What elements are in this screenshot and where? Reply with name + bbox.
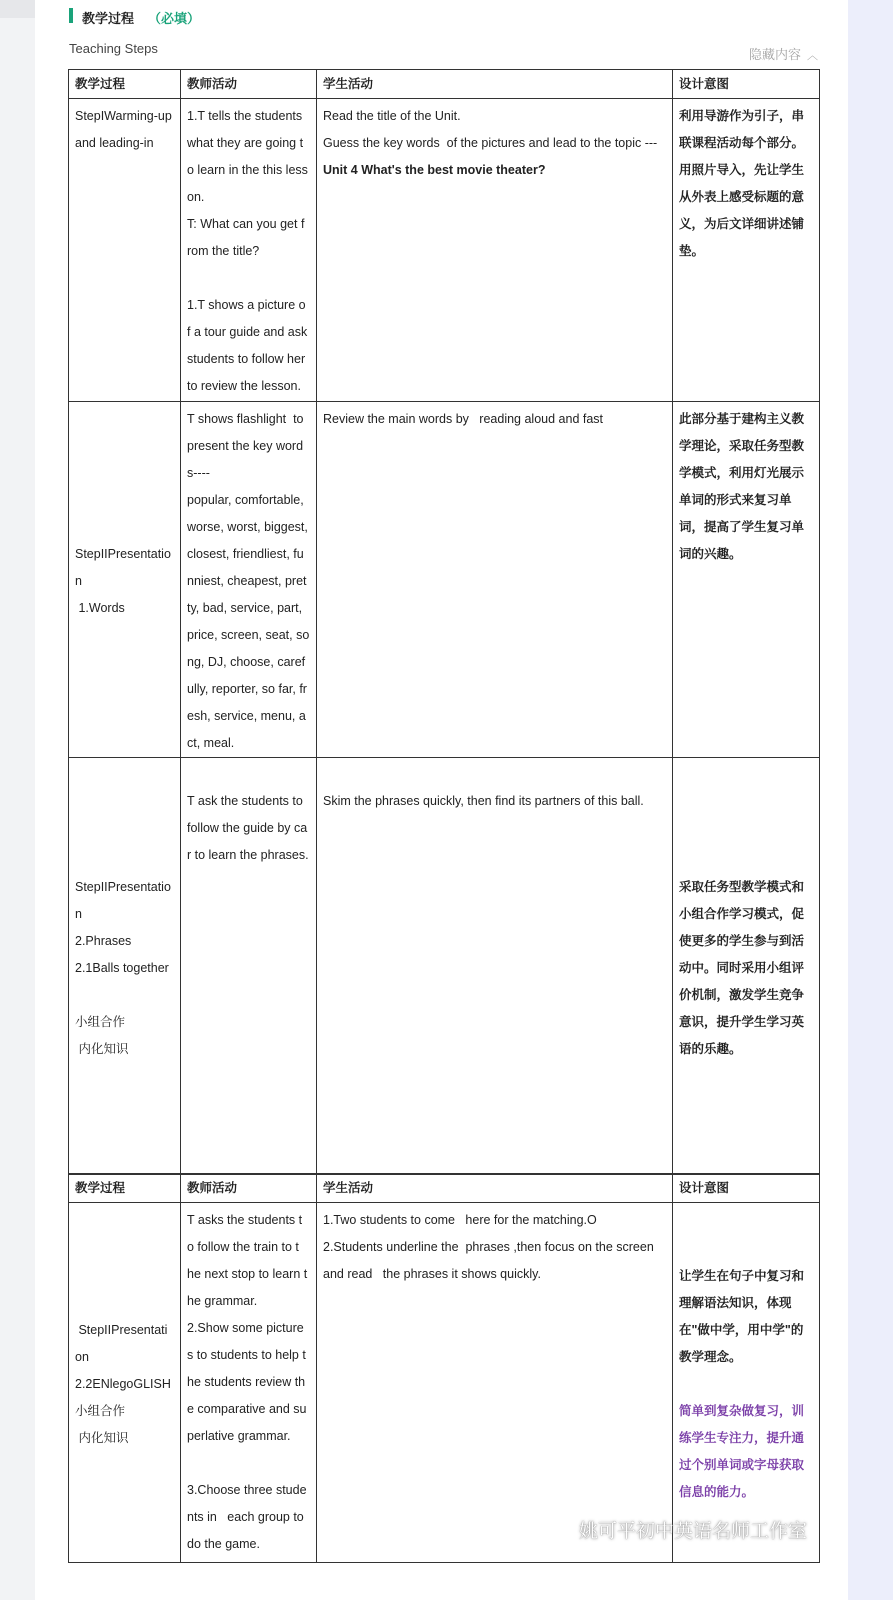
design-intent-cell	[673, 402, 820, 758]
header-cell: 教学过程	[69, 70, 181, 99]
text-line: 1.Two students to come here for the matching.O	[323, 1213, 597, 1227]
text-line: 1.T tells the students	[187, 109, 303, 123]
text-line: and leading-in	[75, 136, 154, 150]
step-cell	[69, 758, 181, 1175]
text-line: closest, friendliest, fu	[187, 547, 304, 561]
text-line: 联课程活动每个部分。	[679, 136, 805, 150]
text-line: 价机制，激发学生竞争	[679, 987, 805, 1002]
design-intent-text	[679, 1263, 813, 1371]
text-line: 1.Words	[75, 601, 125, 615]
text-line: n	[75, 574, 82, 588]
text-line: nniest, cheapest, pret	[187, 574, 307, 588]
text-line: price, screen, seat, so	[187, 628, 310, 642]
header-cell: 学生活动	[317, 70, 673, 99]
text-line: 使更多的学生参与到活	[679, 933, 805, 948]
teacher-activity-cell	[181, 758, 317, 1175]
text-line: e comparative and su	[187, 1402, 307, 1416]
text-line: ct, meal.	[187, 736, 235, 750]
text-line: 内化知识	[75, 1041, 129, 1056]
text-line: 用照片导入，先让学生	[679, 163, 805, 177]
table-row	[69, 758, 820, 1175]
student-activity-text	[323, 103, 666, 157]
text-line: and read the phrases it shows quickly.	[323, 1267, 541, 1281]
text-line: nts in each group to	[187, 1510, 304, 1524]
text-line: students to follow her	[187, 352, 306, 366]
header-cell: 设计意图	[673, 1174, 820, 1203]
left-panel-edge	[0, 0, 35, 18]
text-line: f a tour guide and ask	[187, 325, 308, 339]
text-line: T shows flashlight to	[187, 412, 304, 426]
text-line: 此部分基于建构主义教	[679, 412, 805, 426]
text-line: 简单到复杂做复习，训	[679, 1404, 805, 1418]
text-line: 语的乐趣。	[679, 1041, 742, 1056]
text-line: ty, bad, service, part,	[187, 601, 303, 615]
table-row	[69, 402, 820, 758]
text-line: StepIIPresentatio	[75, 879, 171, 894]
text-line: T asks the students t	[187, 1213, 303, 1227]
section-accent-bar	[69, 8, 73, 23]
table-header-row	[69, 1174, 820, 1203]
text-line: what they are going t	[187, 136, 304, 150]
text-line: he students review th	[187, 1375, 306, 1389]
text-line: T: What can you get f	[187, 217, 305, 231]
unit-title: Unit 4 What's the best movie theater?	[323, 163, 546, 177]
text-line: 2.Phrases	[75, 933, 132, 948]
design-intent-cell	[673, 1203, 820, 1563]
text-line: n	[75, 906, 82, 921]
section-subtitle: Teaching Steps	[69, 41, 158, 56]
text-line: worse, worst, biggest,	[187, 520, 308, 534]
text-line: Read the title of the Unit.	[323, 109, 461, 123]
text-line: 从外表上感受标题的意	[679, 190, 805, 204]
text-line: 2.Students underline the phrases ,then focus on the screen	[323, 1240, 654, 1254]
text-line: present the key word	[187, 439, 304, 453]
step-cell	[69, 1203, 181, 1563]
text-line: 采取任务型教学模式和	[679, 879, 805, 894]
text-line: 2.1Balls together	[75, 960, 169, 975]
text-line: 小组合作	[75, 1014, 126, 1029]
text-line: 信息的能力。	[679, 1485, 755, 1499]
header-cell: 设计意图	[673, 70, 820, 99]
text-line: on	[75, 1350, 89, 1364]
text-line: 2.Show some picture	[187, 1321, 304, 1335]
step-cell	[69, 99, 181, 402]
text-line: to review the lesson.	[187, 379, 301, 393]
teacher-activity-cell	[181, 1203, 317, 1563]
text-line: Review the main words by reading aloud and fast	[323, 412, 604, 426]
text-line: 学理论，采取任务型教	[679, 439, 805, 453]
text-line: 让学生在句子中复习和	[679, 1269, 805, 1283]
text-line: rom the title?	[187, 244, 260, 258]
text-line: 教学理念。	[679, 1350, 742, 1364]
section-title: 教学过程	[82, 11, 135, 26]
text-line: 3.Choose three stude	[187, 1483, 307, 1497]
text-line: do the game.	[187, 1537, 260, 1551]
student-activity-cell	[317, 758, 673, 1175]
text-line: 义，为后文详细讲述铺	[679, 217, 805, 231]
text-line: on.	[187, 190, 205, 204]
text-line: 垫。	[679, 244, 705, 258]
text-line: he next stop to learn t	[187, 1267, 308, 1281]
text-line	[75, 982, 174, 1009]
table-header-row	[69, 70, 820, 99]
text-line: StepIIPresentati	[75, 1323, 168, 1337]
text-line: ng, DJ, choose, caref	[187, 655, 306, 669]
table-row	[69, 1203, 820, 1563]
text-line: 2.2ENlegoGLISH	[75, 1377, 171, 1391]
text-line: 练学生专注力，提升通	[679, 1431, 805, 1445]
text-line: 理解语法知识，体现	[679, 1296, 792, 1310]
text-line: 内化知识	[75, 1431, 129, 1445]
text-line: ully, reporter, so far, fr	[187, 682, 307, 696]
design-intent-highlight	[679, 1398, 813, 1506]
design-intent-cell	[673, 758, 820, 1175]
text-line	[187, 1450, 310, 1477]
student-activity-cell	[317, 99, 673, 402]
text-line: 单词的形式来复习单	[679, 493, 792, 507]
text-line: popular, comfortable,	[187, 493, 304, 507]
text-line: 利用导游作为引子，串	[679, 109, 805, 123]
design-intent-cell	[673, 99, 820, 402]
student-activity-cell	[317, 1203, 673, 1563]
text-line: StepIWarming-up	[75, 109, 172, 123]
text-line: 过个别单词或字母获取	[679, 1458, 805, 1472]
text-line: StepIIPresentatio	[75, 547, 171, 561]
text-line: o learn in the this less	[187, 163, 308, 177]
text-line: 动中。同时采用小组评	[679, 960, 805, 975]
text-line: s----	[187, 466, 210, 480]
text-line: 词的兴趣。	[679, 547, 742, 561]
teacher-activity-cell	[181, 99, 317, 402]
header-cell: 学生活动	[317, 1174, 673, 1203]
text-line: s to students to help t	[187, 1348, 306, 1362]
text-line: Guess the key words of the pictures and lead to the topic ---	[323, 136, 658, 150]
right-panel-background	[848, 0, 893, 1600]
text-line: 意识，提升学生学习英	[679, 1014, 805, 1029]
text-line: Skim the phrases quickly, then find its partners of this ball.	[323, 794, 644, 808]
text-line: he grammar.	[187, 1294, 258, 1308]
table-row	[69, 99, 820, 402]
header-cell: 教学过程	[69, 1174, 181, 1203]
text-line: r to learn the phrases.	[187, 848, 309, 862]
text-line: 在"做中学，用中学"的	[679, 1323, 804, 1337]
text-line: 词，提高了学生复习单	[679, 520, 805, 534]
teacher-activity-cell	[181, 402, 317, 758]
text-line: T ask the students to	[187, 794, 303, 808]
hide-content-label: 隐藏内容	[749, 47, 802, 62]
text-line	[187, 265, 310, 292]
text-line: 1.T shows a picture o	[187, 298, 306, 312]
text-line: perlative grammar.	[187, 1429, 291, 1443]
wechat-icon	[545, 1518, 579, 1546]
step-cell	[69, 402, 181, 758]
header-cell: 教师活动	[181, 1174, 317, 1203]
teaching-steps-table-2	[68, 1173, 820, 1563]
required-tag: （必填）	[148, 11, 201, 26]
hide-content-toggle[interactable]	[749, 44, 818, 63]
text-line: o follow the train to t	[187, 1240, 299, 1254]
text-line: esh, service, menu, a	[187, 709, 306, 723]
text-line: 学模式，利用灯光展示	[679, 466, 805, 480]
student-activity-cell	[317, 402, 673, 758]
text-line: 小组合作	[75, 1404, 126, 1418]
teaching-steps-table-1	[68, 69, 820, 1175]
header-cell: 教师活动	[181, 70, 317, 99]
chevron-up-icon: ︿	[807, 50, 819, 62]
text-line: follow the guide by ca	[187, 821, 308, 835]
watermark-text: 姚可平初中英语名师工作室	[579, 1521, 808, 1542]
watermark	[545, 1516, 807, 1546]
text-line: 小组合作学习模式，促	[679, 906, 805, 921]
